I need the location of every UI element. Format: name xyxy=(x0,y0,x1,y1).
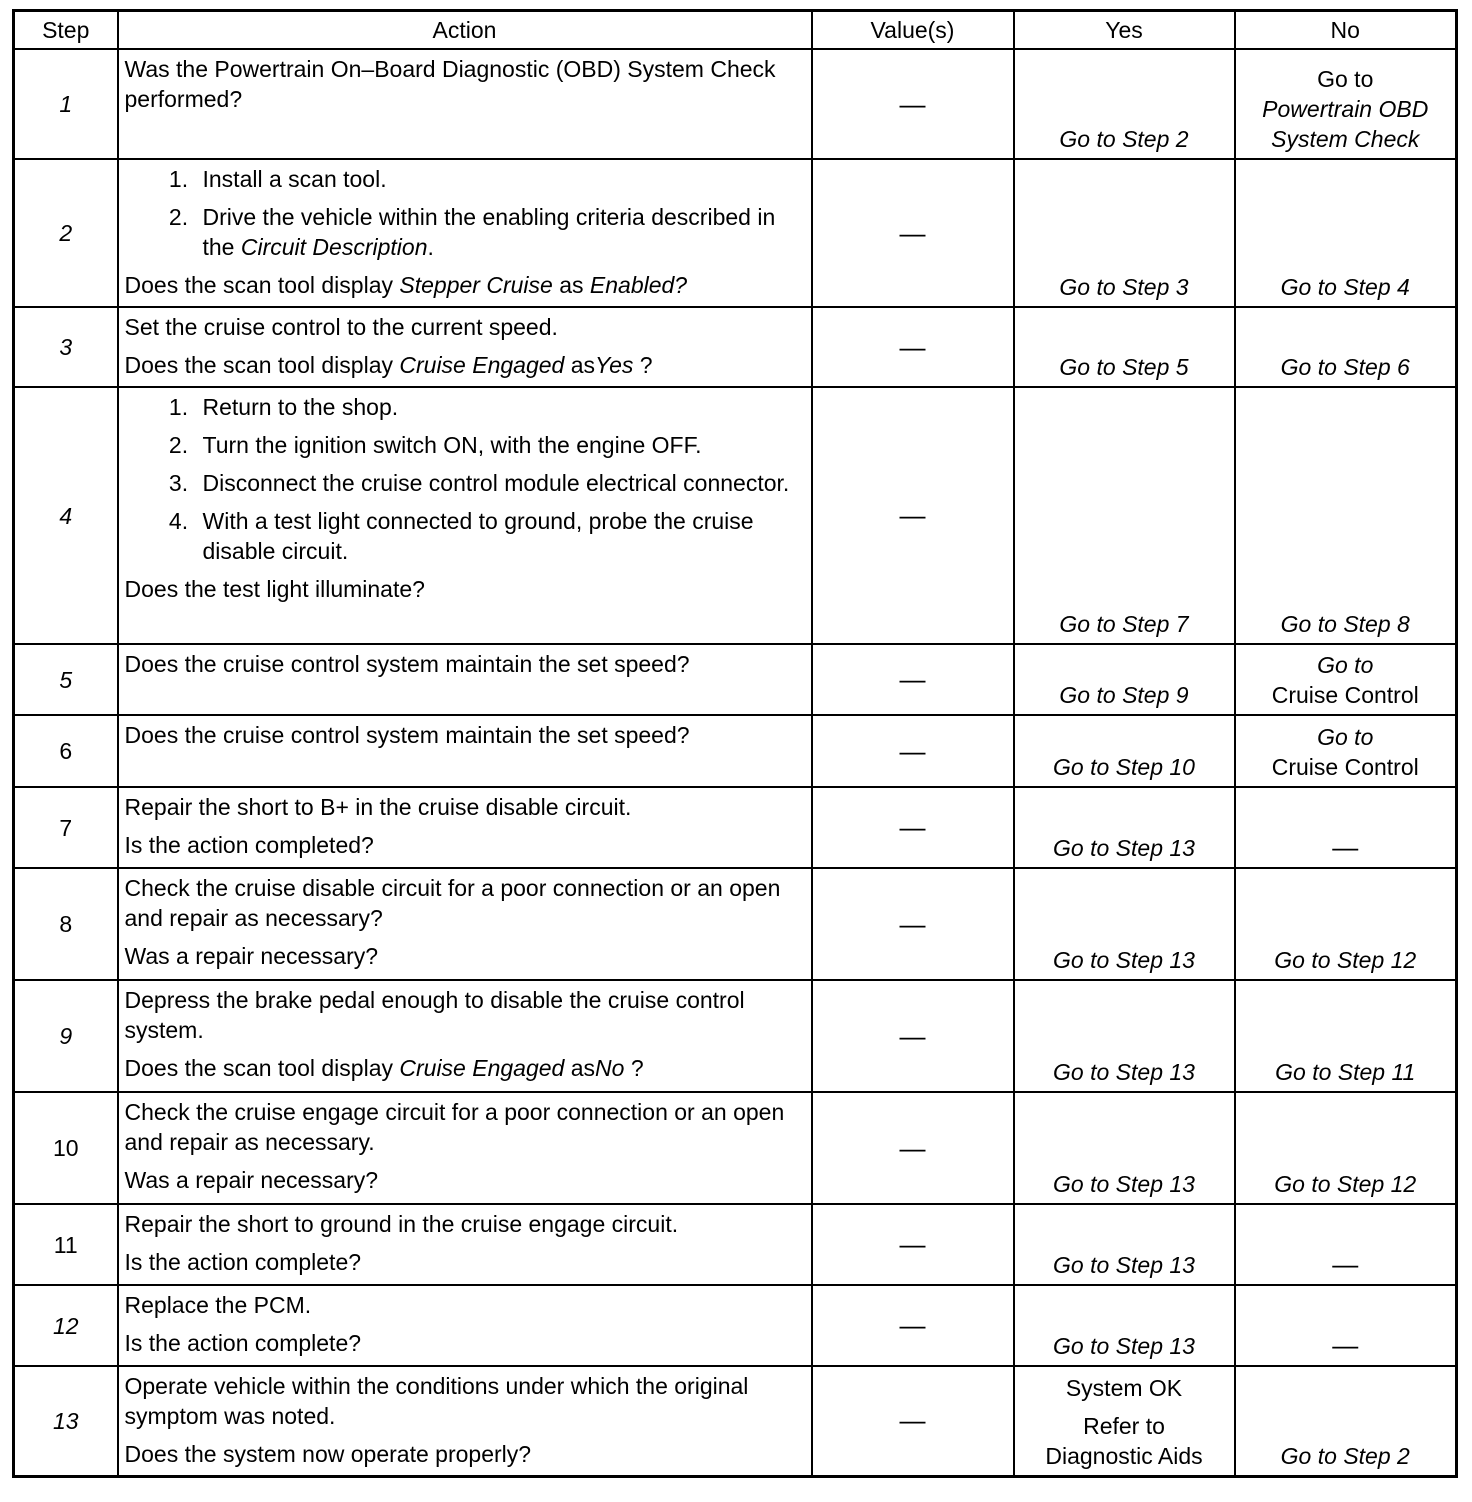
action-cell xyxy=(118,787,812,868)
action-list xyxy=(125,392,805,566)
diagnostic-table xyxy=(12,9,1458,1478)
step-number: 12 xyxy=(14,1285,118,1366)
action-question: Is the action complete? xyxy=(124,1249,362,1275)
no-prefix: Go to xyxy=(1317,652,1374,678)
no-cell xyxy=(1235,1204,1457,1285)
action-cell xyxy=(118,159,812,307)
action-question: Is the action complete? xyxy=(124,1330,362,1356)
action-instruction: Depress the brake pedal enough to disable the cruise control system. xyxy=(124,987,745,1043)
no-cell xyxy=(1235,787,1457,868)
q-param: Stepper Cruise xyxy=(399,272,553,298)
action-cell xyxy=(118,715,812,787)
yes-cell[interactable]: Go to Step 5 xyxy=(1014,307,1235,387)
step-number: 7 xyxy=(14,787,118,868)
action-cell xyxy=(118,387,812,644)
list-item xyxy=(195,202,805,262)
value-cell xyxy=(812,980,1014,1092)
no-link-line1[interactable]: Powertrain OBD xyxy=(1262,96,1429,122)
list-item-ref: Circuit Description xyxy=(240,234,428,260)
value-dash: — xyxy=(899,88,926,119)
no-link-line2[interactable]: System Check xyxy=(1271,126,1420,152)
action-question: Is the action completed? xyxy=(124,832,374,858)
q-text: ? xyxy=(633,352,653,378)
value-dash: — xyxy=(899,1020,926,1051)
no-cell[interactable]: Go to Step 4 xyxy=(1235,159,1457,307)
action-question: Does the system now operate properly? xyxy=(124,1441,532,1467)
value-dash: — xyxy=(899,735,926,766)
action-instruction: Repair the short to B+ in the cruise disable circuit. xyxy=(124,794,632,820)
no-cell xyxy=(1235,1285,1457,1366)
value-dash: — xyxy=(899,1229,926,1259)
no-cell[interactable]: Go to Step 6 xyxy=(1235,307,1457,387)
no-cell[interactable] xyxy=(1235,715,1457,787)
yes-link[interactable]: Diagnostic Aids xyxy=(1045,1442,1203,1469)
yes-cell[interactable]: Go to Step 13 xyxy=(1014,1285,1235,1366)
value-dash: — xyxy=(899,908,926,939)
no-prefix: Go to xyxy=(1317,66,1374,92)
header-values: Value(s) xyxy=(812,11,1014,50)
yes-cell[interactable]: Go to Step 2 xyxy=(1014,49,1235,159)
value-cell xyxy=(812,159,1014,307)
value-cell xyxy=(812,787,1014,868)
value-cell xyxy=(812,49,1014,159)
no-cell[interactable]: Go to Step 12 xyxy=(1235,868,1457,980)
header-yes: Yes xyxy=(1014,11,1235,50)
action-question: Was the Powertrain On–Board Diagnostic (OBD) System Check performed? xyxy=(124,56,776,112)
q-text: as xyxy=(564,352,596,378)
yes-refer: Refer to xyxy=(1083,1412,1165,1439)
step-number: 4 xyxy=(14,387,118,644)
list-item-text: Drive the vehicle within the enabling criteria described in the xyxy=(202,204,776,260)
q-text: as xyxy=(552,272,590,298)
q-param: Cruise Engaged xyxy=(399,352,565,378)
header-step: Step xyxy=(14,11,118,50)
action-cell xyxy=(118,1204,812,1285)
value-cell xyxy=(812,715,1014,787)
action-instruction: Check the cruise engage circuit for a poor connection or an open and repair as necessary. xyxy=(124,1099,785,1155)
step-number: 8 xyxy=(14,868,118,980)
action-cell xyxy=(118,1092,812,1204)
yes-status: System OK xyxy=(1065,1374,1183,1401)
q-param: Yes xyxy=(595,352,634,378)
list-item: 1. Return to the shop. xyxy=(195,392,805,422)
step-number: 3 xyxy=(14,307,118,387)
value-dash: — xyxy=(899,500,926,530)
action-question: Does the cruise control system maintain the set speed? xyxy=(124,651,690,677)
action-question xyxy=(125,350,805,380)
value-dash: — xyxy=(899,1132,926,1163)
list-item: 1. Install a scan tool. xyxy=(195,164,805,194)
q-param: Enabled? xyxy=(589,272,688,298)
yes-cell[interactable]: Go to Step 13 xyxy=(1014,980,1235,1092)
action-cell xyxy=(118,980,812,1092)
table-row xyxy=(14,787,1457,868)
step-number: 6 xyxy=(14,715,118,787)
action-question xyxy=(125,270,805,300)
q-text: Does the scan tool display xyxy=(124,352,400,378)
yes-cell[interactable]: Go to Step 13 xyxy=(1014,868,1235,980)
value-dash: — xyxy=(899,1310,926,1340)
table-row xyxy=(14,1285,1457,1366)
no-dash: — xyxy=(1332,1330,1359,1360)
no-link[interactable]: Cruise Control xyxy=(1271,754,1419,780)
yes-cell[interactable]: Go to Step 13 xyxy=(1014,1204,1235,1285)
action-question: Does the test light illuminate? xyxy=(124,576,425,602)
action-cell xyxy=(118,868,812,980)
action-instruction: Set the cruise control to the current speed. xyxy=(124,314,558,340)
step-number: 11 xyxy=(14,1204,118,1285)
no-cell[interactable] xyxy=(1235,49,1457,159)
yes-cell[interactable]: Go to Step 13 xyxy=(1014,787,1235,868)
action-question: Does the cruise control system maintain the set speed? xyxy=(124,722,690,748)
list-item: 4. With a test light connected to ground, probe the cruise disable circuit. xyxy=(195,506,805,566)
action-question: Was a repair necessary? xyxy=(124,943,379,969)
step-number: 5 xyxy=(14,644,118,715)
step-number: 9 xyxy=(14,980,118,1092)
no-cell[interactable] xyxy=(1235,644,1457,715)
no-dash: — xyxy=(1332,832,1359,862)
table-row xyxy=(14,1366,1457,1476)
table-row xyxy=(14,159,1457,307)
table-row xyxy=(14,307,1457,387)
table-row xyxy=(14,980,1457,1092)
table-row xyxy=(14,1204,1457,1285)
yes-cell[interactable] xyxy=(1014,1366,1235,1476)
header-no: No xyxy=(1235,11,1457,50)
action-instruction: Operate vehicle within the conditions under which the original symptom was noted. xyxy=(124,1373,749,1429)
no-cell[interactable]: Go to Step 11 xyxy=(1235,980,1457,1092)
q-param: No xyxy=(595,1055,625,1081)
action-question xyxy=(125,1053,805,1083)
step-number: 1 xyxy=(14,49,118,159)
action-question: Was a repair necessary? xyxy=(124,1167,379,1193)
yes-cell[interactable]: Go to Step 3 xyxy=(1014,159,1235,307)
no-link[interactable]: Cruise Control xyxy=(1271,682,1419,708)
header-action: Action xyxy=(118,11,812,50)
value-dash: — xyxy=(899,1405,926,1436)
q-param: Cruise Engaged xyxy=(399,1055,565,1081)
value-cell xyxy=(812,1092,1014,1204)
table-row xyxy=(14,1092,1457,1204)
step-number: 13 xyxy=(14,1366,118,1476)
value-cell xyxy=(812,1285,1014,1366)
table-row xyxy=(14,715,1457,787)
table-row xyxy=(14,387,1457,644)
value-dash: — xyxy=(899,217,926,248)
no-cell[interactable]: Go to Step 2 xyxy=(1235,1366,1457,1476)
yes-cell[interactable]: Go to Step 7 xyxy=(1014,387,1235,644)
action-cell xyxy=(118,307,812,387)
list-item-end: . xyxy=(427,234,434,260)
q-text: ? xyxy=(624,1055,644,1081)
list-item: 3. Disconnect the cruise control module electrical connector. xyxy=(195,468,805,498)
table-row xyxy=(14,644,1457,715)
q-text: as xyxy=(564,1055,596,1081)
no-dash: — xyxy=(1332,1249,1359,1279)
table-row xyxy=(14,49,1457,159)
step-number: 10 xyxy=(14,1092,118,1204)
step-number: 2 xyxy=(14,159,118,307)
value-dash: — xyxy=(899,664,926,694)
action-instruction: Replace the PCM. xyxy=(124,1292,312,1318)
value-cell xyxy=(812,387,1014,644)
value-cell xyxy=(812,307,1014,387)
action-cell xyxy=(118,1366,812,1476)
action-cell xyxy=(118,1285,812,1366)
yes-cell[interactable]: Go to Step 10 xyxy=(1014,715,1235,787)
value-dash: — xyxy=(899,331,926,362)
q-text: Does the scan tool display xyxy=(124,272,400,298)
value-cell xyxy=(812,1204,1014,1285)
q-text: Does the scan tool display xyxy=(124,1055,400,1081)
value-cell xyxy=(812,868,1014,980)
action-instruction: Check the cruise disable circuit for a poor connection or an open and repair as necessary? xyxy=(124,875,781,931)
action-cell xyxy=(118,644,812,715)
value-cell xyxy=(812,644,1014,715)
no-cell[interactable]: Go to Step 12 xyxy=(1235,1092,1457,1204)
list-item: 2. Turn the ignition switch ON, with the engine OFF. xyxy=(195,430,805,460)
yes-cell[interactable]: Go to Step 13 xyxy=(1014,1092,1235,1204)
table-row xyxy=(14,868,1457,980)
action-instruction: Repair the short to ground in the cruise engage circuit. xyxy=(124,1211,679,1237)
yes-cell[interactable]: Go to Step 9 xyxy=(1014,644,1235,715)
value-dash: — xyxy=(899,812,926,842)
value-cell xyxy=(812,1366,1014,1476)
no-prefix: Go to xyxy=(1317,724,1374,750)
action-cell xyxy=(118,49,812,159)
no-cell[interactable]: Go to Step 8 xyxy=(1235,387,1457,644)
header-row xyxy=(14,11,1457,50)
action-list xyxy=(125,164,805,262)
